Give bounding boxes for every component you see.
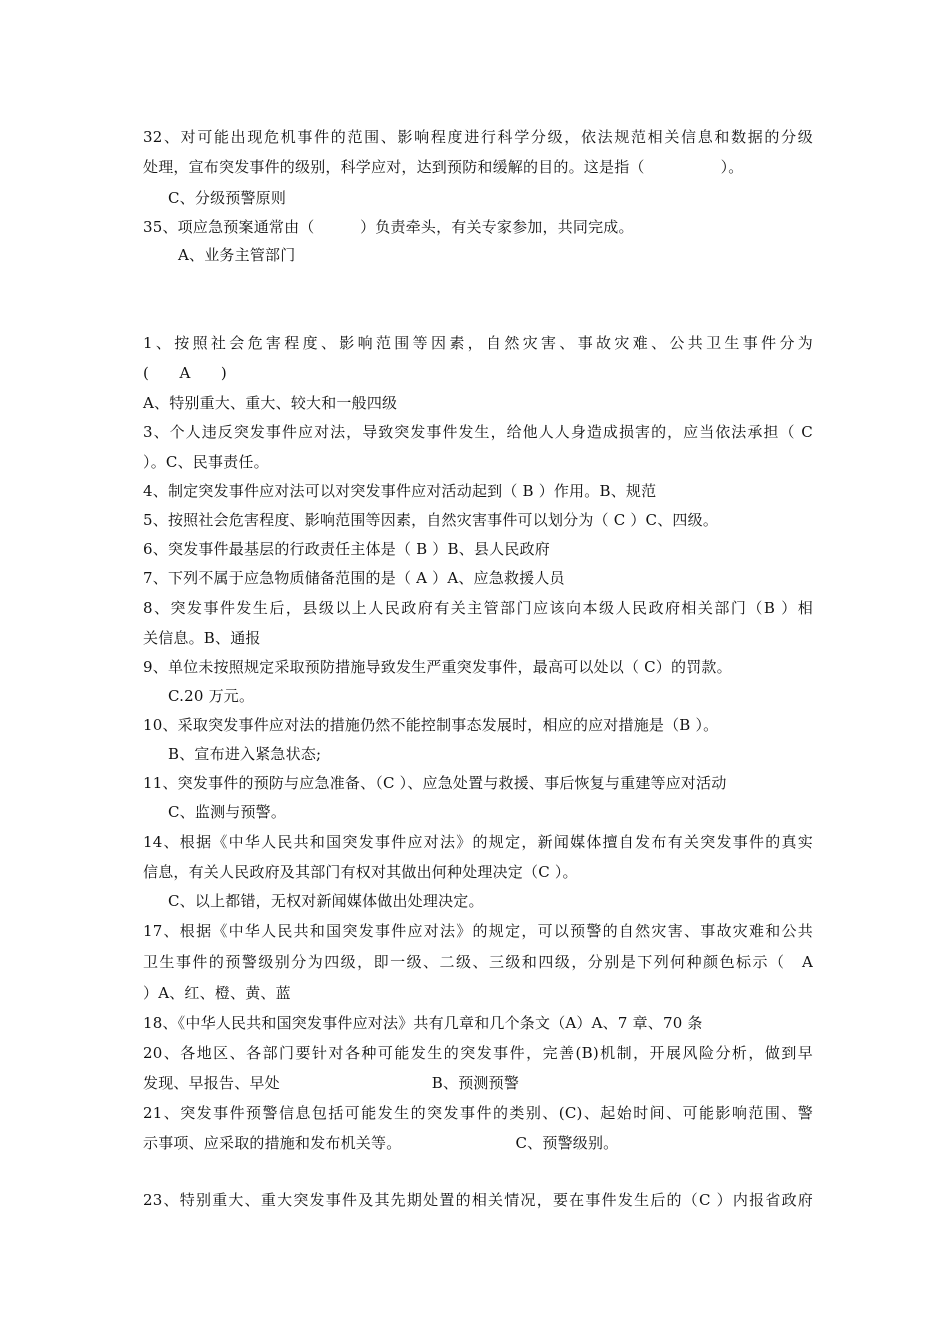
question-14-line-1: 14、根据《中华人民共和国突发事件应对法》的规定，新闻媒体擅自发布有关突发事件的真实	[143, 833, 813, 851]
question-8-line-1: 8、突发事件发生后，县级以上人民政府有关主管部门应该向本级人民政府相关部门（B ）相	[143, 599, 813, 617]
question-7: 7、下列不属于应急物质储备范围的是（ A ）A、应急救援人员	[143, 569, 565, 587]
question-4: 4、制定突发事件应对法可以对突发事件应对活动起到（ B ）作用。B、规范	[143, 482, 657, 500]
question-32-line-2: 处理，宣布突发事件的级别，科学应对，达到预防和缓解的目的。这是指（ ）。	[143, 158, 744, 176]
answer-32: C、分级预警原则	[168, 189, 287, 207]
answer-11: C、监测与预警。	[168, 803, 287, 821]
question-14-line-2: 信息，有关人民政府及其部门有权对其做出何种处理决定（C ）。	[143, 863, 578, 881]
question-1-line-2: ( A )	[143, 364, 227, 382]
question-10: 10、采取突发事件应对法的措施仍然不能控制事态发展时，相应的应对措施是（B ）。	[143, 716, 719, 734]
question-11: 11、突发事件的预防与应急准备、（C ）、应急处置与救援、事后恢复与重建等应对活动	[143, 774, 727, 792]
question-3-line-2: ）。C、民事责任。	[143, 453, 269, 471]
answer-14: C、以上都错，无权对新闻媒体做出处理决定。	[168, 892, 484, 910]
answer-10: B、宣布进入紧急状态;	[168, 745, 322, 763]
question-32-line-1: 32、对可能出现危机事件的范围、影响程度进行科学分级，依法规范相关信息和数据的分级	[143, 128, 813, 146]
question-21-line-2: 示事项、应采取的措施和发布机关等。 C、预警级别。	[143, 1134, 619, 1152]
question-17-line-1: 17、根据《中华人民共和国突发事件应对法》的规定，可以预警的自然灾害、事故灾难和公共	[143, 922, 813, 940]
question-20-line-2: 发现、早报告、早处 B、预测预警	[143, 1074, 520, 1092]
question-1-line-1: 1、按照社会危害程度、影响范围等因素，自然灾害、事故灾难、公共卫生事件分为	[143, 334, 813, 352]
question-18: 18、《中华人民共和国突发事件应对法》共有几章和几个条文（A）A、7 章、70 条	[143, 1014, 703, 1032]
question-8-line-2: 关信息。B、通报	[143, 629, 261, 647]
question-9: 9、单位未按照规定采取预防措施导致发生严重突发事件，最高可以处以（ C）的罚款。	[143, 658, 732, 676]
answer-1: A、特别重大、重大、较大和一般四级	[143, 394, 398, 412]
question-3-line-1: 3、个人违反突发事件应对法，导致突发事件发生，给他人人身造成损害的，应当依法承担（ C	[143, 423, 813, 441]
question-23-line-1: 23、特别重大、重大突发事件及其先期处置的相关情况，要在事件发生后的（C ）内报省政府	[143, 1191, 813, 1209]
question-17-line-2: 卫生事件的预警级别分为四级，即一级、二级、三级和四级，分别是下列何种颜色标示（ A	[143, 953, 813, 971]
question-5: 5、按照社会危害程度、影响范围等因素，自然灾害事件可以划分为（ C ）C、四级。	[143, 511, 719, 529]
answer-35: A、业务主管部门	[178, 246, 296, 264]
question-35: 35、项应急预案通常由（ ）负责牵头，有关专家参加，共同完成。	[143, 218, 634, 236]
question-6: 6、突发事件最基层的行政责任主体是（ B ）B、县人民政府	[143, 540, 550, 558]
question-21-line-1: 21、突发事件预警信息包括可能发生的突发事件的类别、(C)、起始时间、可能影响范围、警	[143, 1104, 813, 1122]
question-17-line-3: ）A、红、橙、黄、蓝	[143, 984, 291, 1002]
answer-9: C.20 万元。	[168, 687, 255, 705]
question-20-line-1: 20、各地区、各部门要针对各种可能发生的突发事件，完善(B)机制，开展风险分析，做到早	[143, 1044, 813, 1062]
